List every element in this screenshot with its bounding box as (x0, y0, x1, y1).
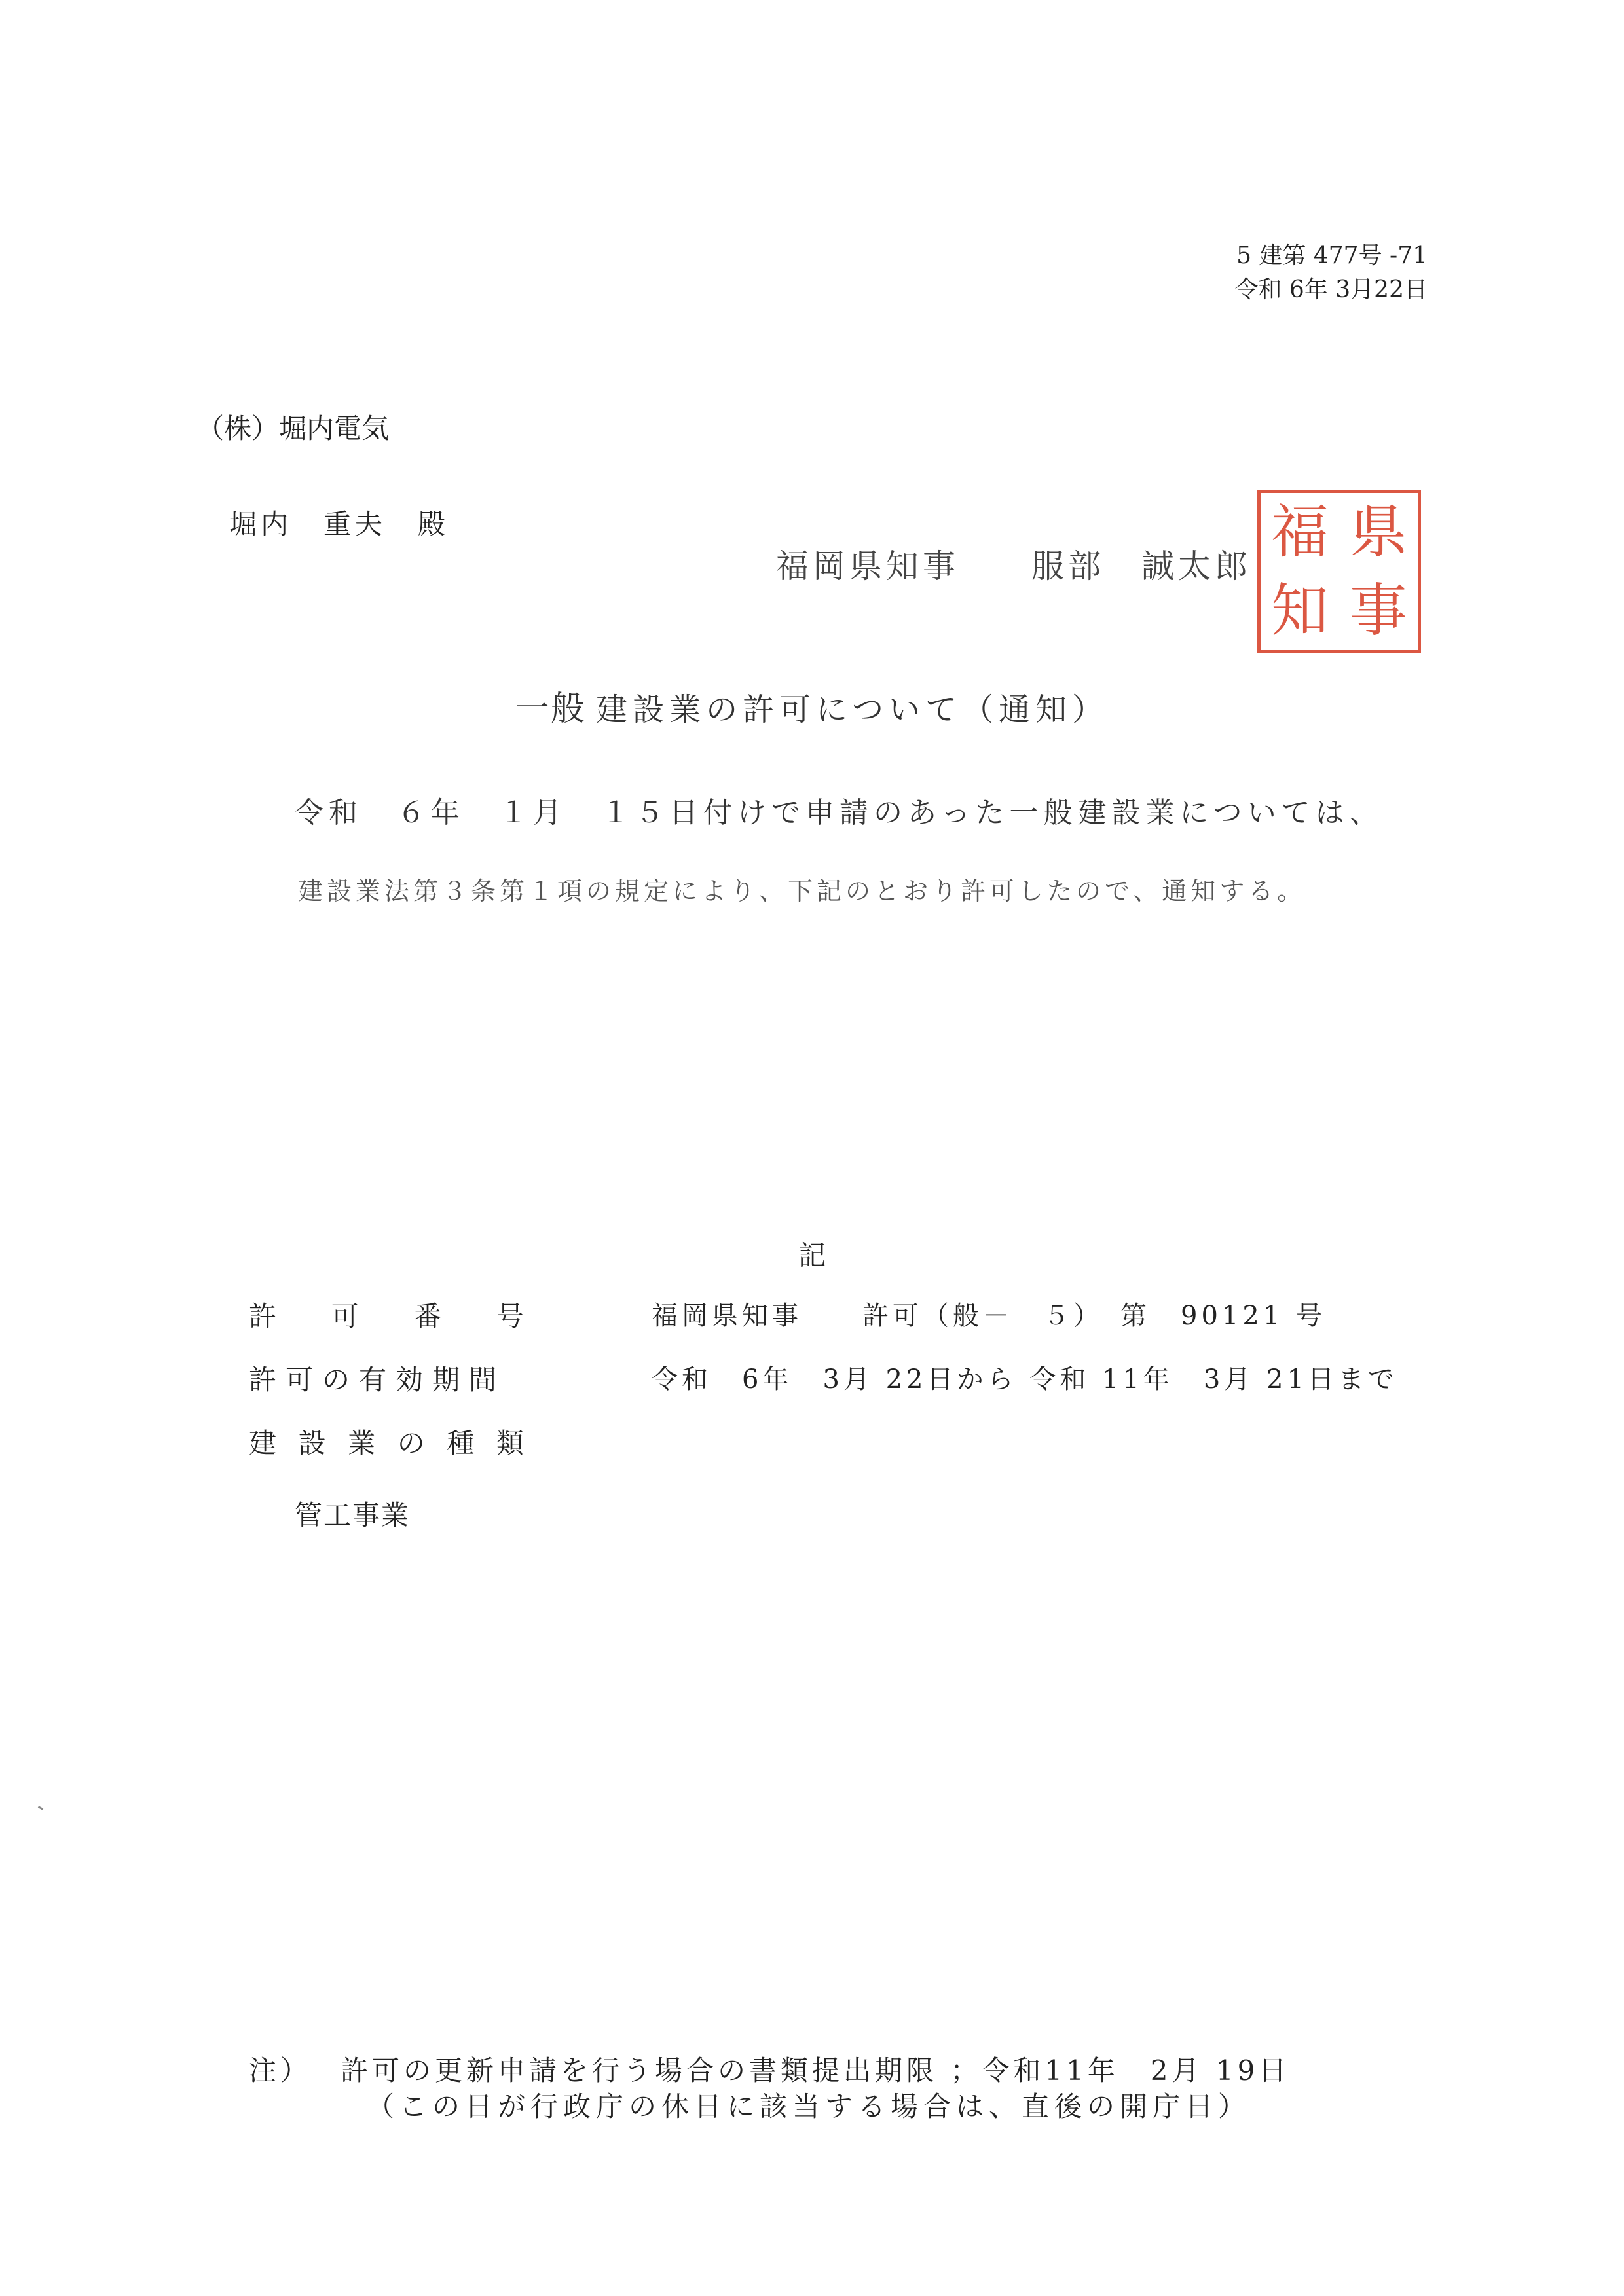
label-char: 建 (249, 1427, 277, 1459)
label-char: 種 (447, 1427, 475, 1459)
record-label-permit-number (249, 1295, 524, 1334)
record-label-validity: 許可の有効期間 (249, 1364, 506, 1396)
seal-char: 事 (1349, 577, 1407, 644)
note-label: 注） (249, 2054, 312, 2086)
label-spread (249, 1422, 524, 1461)
label-char: 設 (298, 1427, 326, 1459)
issuer-name: 服部 誠太郎 (1031, 547, 1251, 585)
seal-char: 福 (1270, 498, 1329, 566)
record-label-business-type (249, 1422, 524, 1461)
label-spread (249, 1295, 524, 1334)
body-paragraph-2: 建設業法第３条第１項の規定により、下記のとおり許可したので、通知する。 (298, 877, 1306, 905)
official-seal-stamp (1257, 490, 1421, 653)
label-char: 業 (348, 1427, 376, 1459)
label-char: 可 (331, 1300, 359, 1332)
label-char: 許 (249, 1300, 277, 1332)
document-date: 令和 6年 3月22日 (1234, 276, 1428, 303)
body-paragraph-1: 令和 ６年 １月 １５日付けで申請のあった一般建設業については、 (295, 796, 1384, 829)
seal-char: 県 (1349, 498, 1407, 566)
document-title (0, 681, 1624, 730)
note-line-1 (249, 2049, 1290, 2088)
title-kind: 一般 (515, 689, 586, 729)
note-text-1: 許可の更新申請を行う場合の書類提出期限 ；令和11年 2月 19日 (341, 2054, 1291, 2086)
seal-char: 知 (1270, 577, 1329, 644)
label-char: 号 (496, 1300, 524, 1332)
label-char: の (397, 1427, 425, 1459)
note-line-2: （この日が行政庁の休日に該当する場合は、直後の開庁日） (367, 2090, 1251, 2123)
label-char: 類 (496, 1427, 524, 1459)
document-number: 5 建第 477号 -71 (1236, 242, 1428, 269)
title-text: 建設業の許可について（通知） (596, 691, 1109, 728)
issuer (776, 540, 1251, 587)
record-value-permit-number: 福岡県知事 許可（般－ ５） 第 90121 号 (652, 1301, 1326, 1331)
record-heading: 記 (798, 1239, 826, 1271)
addressee-name: 堀内 重夫 殿 (229, 508, 450, 540)
addressee-company: （株）堀内電気 (196, 412, 390, 445)
scan-speck (38, 1806, 43, 1810)
label-char: 番 (413, 1300, 441, 1332)
issuer-title: 福岡県知事 (776, 547, 959, 585)
record-value-validity: 令和 6年 3月 22日から 令和 11年 3月 21日まで (652, 1364, 1398, 1394)
business-type-value: 管工事業 (295, 1499, 411, 1531)
